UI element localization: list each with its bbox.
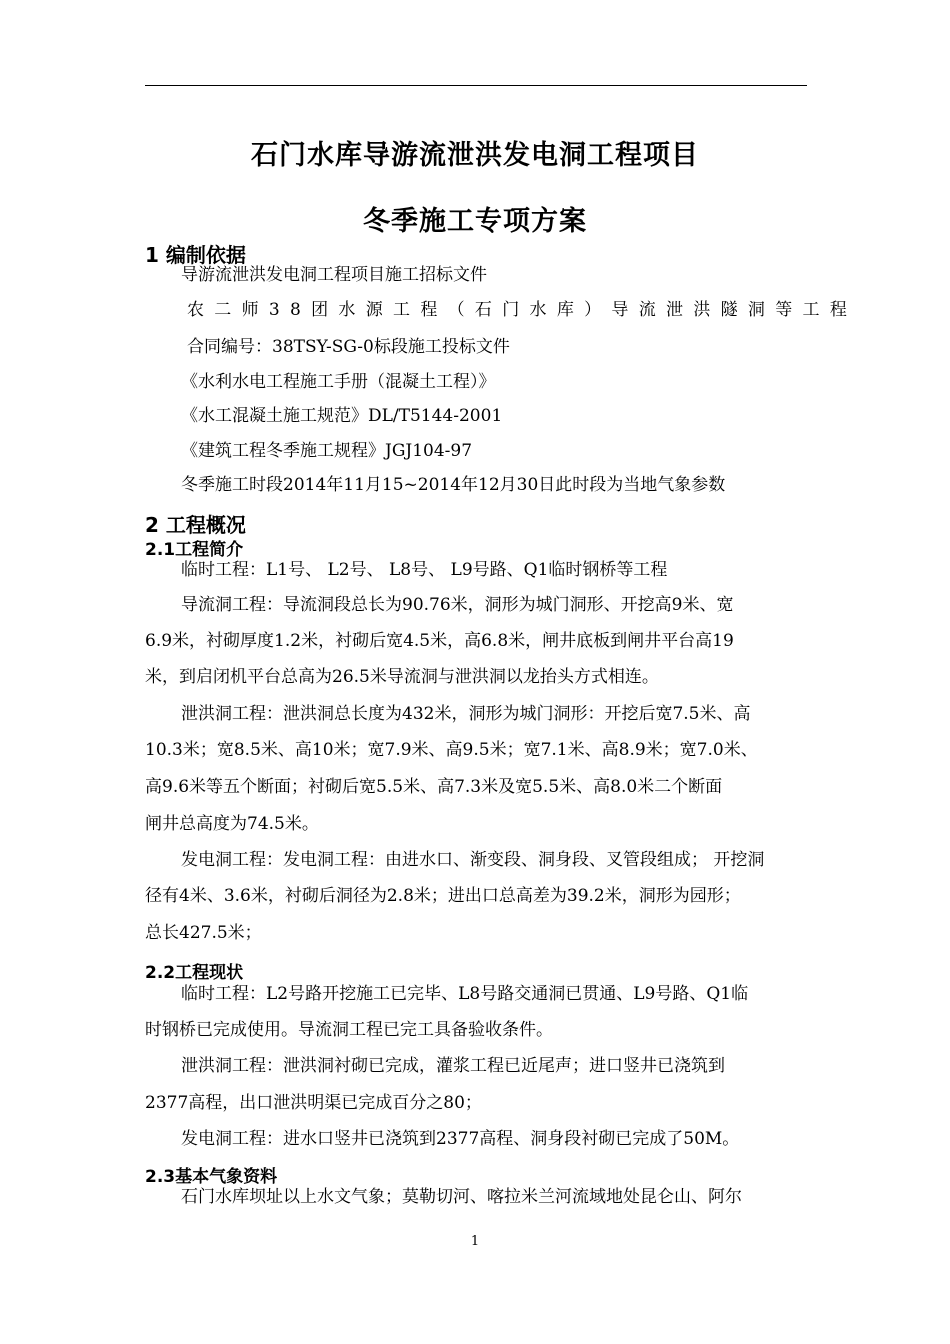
paragraph-line: 10.3米；宽8.5米、高10米；宽7.9米、高9.5米；宽7.1米、高8.9米；宽7.0米、 [145, 740, 758, 760]
section-2-3-heading: 2.3基本气象资料 [145, 1167, 278, 1187]
document-subtitle: 冬季施工专项方案 [363, 206, 587, 237]
paragraph-line: 泄洪洞工程：泄洪洞衬砌已完成，灌浆工程已近尾声；进口竖井已浇筑到 [181, 1056, 725, 1076]
paragraph-line: 6.9米，衬砌厚度1.2米，衬砌后宽4.5米，高6.8米，闸井底板到闸井平台高19 [145, 631, 734, 651]
paragraph-line: 时钢桥已完成使用。导流洞工程已完工具备验收条件。 [145, 1020, 553, 1040]
page-number: 1 [470, 1234, 480, 1249]
basis-item: 《建筑工程冬季施工规程》JGJ104-97 [181, 441, 473, 461]
basis-item: 《水利水电工程施工手册（混凝土工程）》 [181, 372, 496, 392]
paragraph-line: 高9.6米等五个断面；衬砌后宽5.5米、高7.3米及宽5.5米、高8.0米二个断面 [145, 777, 723, 797]
basis-item-justified [187, 299, 858, 321]
basis-item: 导游流泄洪发电洞工程项目施工招标文件 [181, 265, 487, 285]
paragraph-line: 径有4米、3.6米，衬砌后洞径为2.8米；进出口总高差为39.2米，洞形为园形； [145, 886, 741, 906]
paragraph-line: 泄洪洞工程：泄洪洞总长度为432米，洞形为城门洞形：开挖后宽7.5米、高 [181, 704, 751, 724]
section-2-2-heading: 2.2工程现状 [145, 963, 244, 983]
paragraph-line: 米，到启闭机平台总高为26.5米导流洞与泄洪洞以龙抬头方式相连。 [145, 667, 659, 687]
section-2-1-heading: 2.1工程简介 [145, 540, 244, 560]
basis-item: 农二师38团水源工程（石门水库）导流泄洪隧洞等工程 [187, 300, 858, 320]
basis-item: 《水工混凝土施工规范》DL/T5144-2001 [181, 406, 503, 426]
document-title: 石门水库导游流泄洪发电洞工程项目 [251, 140, 699, 171]
basis-item: 合同编号：38TSY-SG-0标段施工投标文件 [187, 337, 510, 357]
paragraph-line: 总长427.5米； [145, 923, 262, 943]
paragraph-line: 临时工程：L2号路开挖施工已完毕、L8号路交通洞已贯通、L9号路、Q1临 [181, 984, 749, 1004]
section-2-heading: 2 工程概况 [145, 513, 246, 537]
paragraph-line: 发电洞工程：发电洞工程：由进水口、渐变段、洞身段、叉管段组成； 开挖洞 [181, 850, 765, 870]
paragraph-line: 临时工程：L1号、 L2号、 L8号、 L9号路、Q1临时钢桥等工程 [181, 560, 668, 580]
header-rule [145, 85, 807, 86]
paragraph-line: 发电洞工程：进水口竖井已浇筑到2377高程、洞身段衬砌已完成了50M。 [181, 1129, 740, 1149]
paragraph-line: 石门水库坝址以上水文气象；莫勒切河、喀拉米兰河流域地处昆仑山、阿尔 [181, 1187, 742, 1207]
paragraph-line: 闸井总高度为74.5米。 [145, 814, 319, 834]
paragraph-line: 导流洞工程：导流洞段总长为90.76米，洞形为城门洞形、开挖高9米、宽 [181, 595, 734, 615]
basis-item: 冬季施工时段2014年11月15~2014年12月30日此时段为当地气象参数 [181, 475, 726, 495]
paragraph-line: 2377高程，出口泄洪明渠已完成百分之80； [145, 1093, 482, 1113]
section-1-heading: 1 编制依据 [145, 243, 246, 267]
